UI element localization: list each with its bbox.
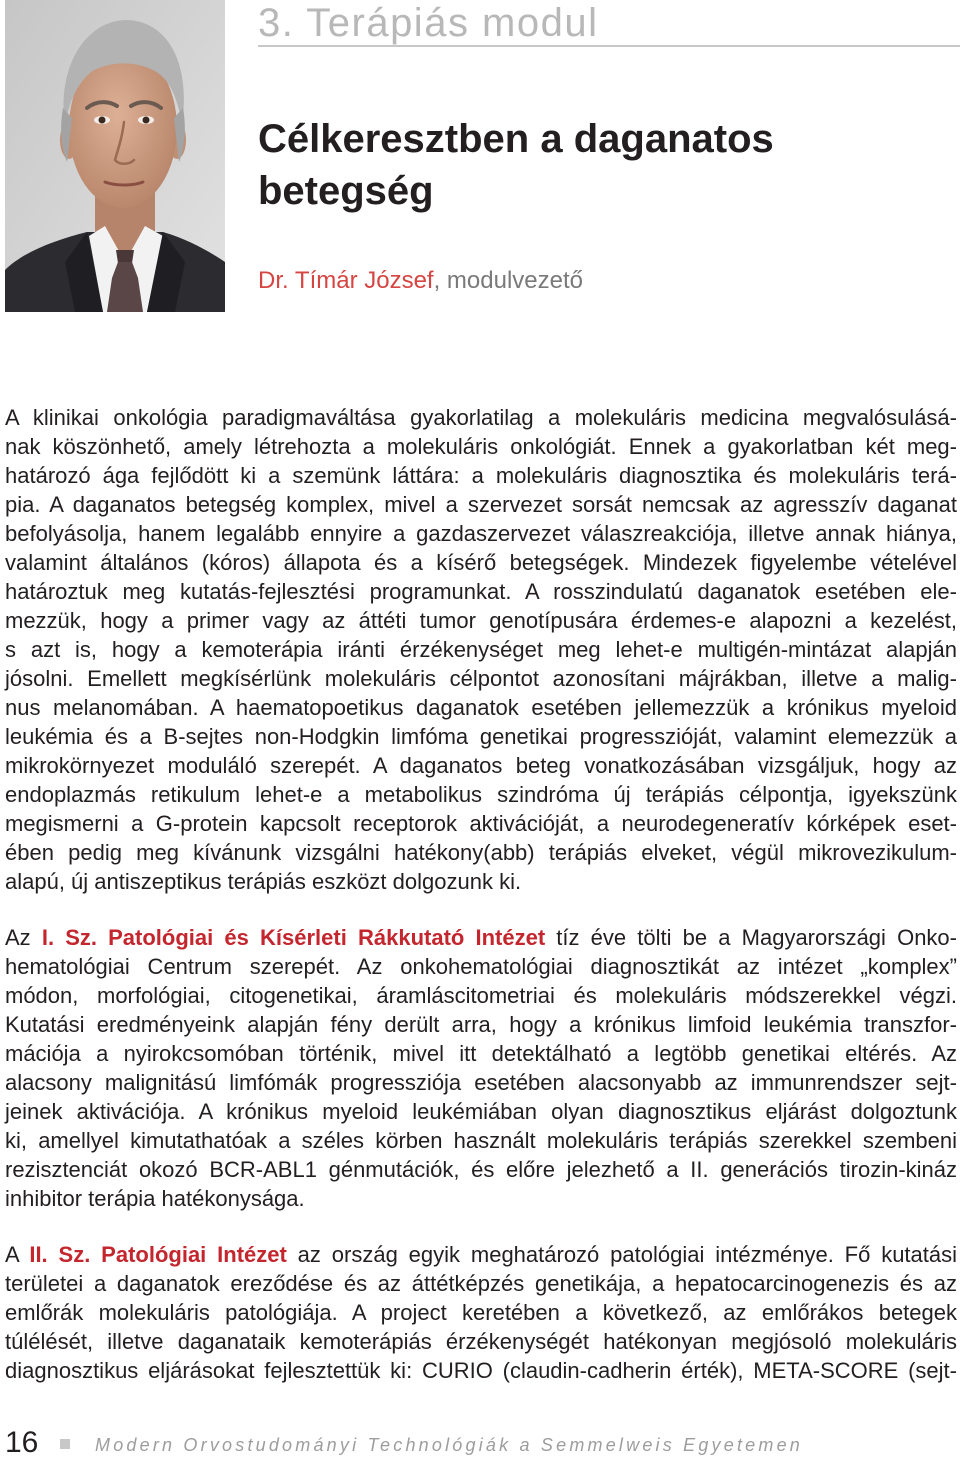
text-line: mációja a nyirokcsomóban történik, mivel itt detektálható a legtöbb genetikai eltérés. Az (5, 1041, 957, 1066)
text-line (5, 923, 957, 952)
text-line: endoplazmás retikulum lehet-e a metabolikus szindróma új terápiás célpontja, igyekszünk (5, 782, 957, 807)
text-line: ki, amellyel kimutathatóak a széles körben használt molekuláris terápiás szerekkel szembeni (5, 1128, 957, 1153)
text-segment: tíz éve tölti be a Magyarországi Onko- (545, 925, 957, 950)
article-title-line: Célkeresztben a daganatos (258, 117, 774, 161)
paragraph-intro (5, 403, 957, 896)
text-line: inhibitor terápia hatékonysága. (5, 1186, 305, 1211)
text-line: területei a daganatok ereződése és az áttétképzés genetikája, a hepatocarcinogenezis és az (5, 1271, 957, 1296)
author-role: , modulvezető (433, 267, 584, 294)
text-line: s azt is, hogy a kemoterápia iránti érzékenységet meg lehet-e multigén-mintázat alapján (5, 637, 957, 662)
text-line: nak köszönhető, amely létrehozta a molekuláris onkológiát. Ennek a gyakorlatban két meg- (5, 434, 957, 459)
eye-right (143, 117, 150, 124)
text-line: hematológiai Centrum szerepét. Az onkohematológiai diagnosztikát az intézet „komplex” (5, 954, 957, 979)
footer-square-bullet (60, 1439, 70, 1449)
section-divider (258, 45, 960, 47)
text-line: diagnosztikus eljárásokat fejlesztettük ki: CURIO (claudin-cadherin érték), META-SCORE (sejt- (5, 1358, 957, 1383)
text-line: túlélését, illetve daganataik kemoterápiás érzékenységét hatékonyan megjósoló molekuláris (5, 1329, 957, 1354)
institute-name-highlight: II. Sz. Patológiai Intézet (29, 1242, 287, 1267)
paragraph-institute-1 (5, 923, 957, 1213)
eye-left (99, 117, 106, 124)
paragraph-institute-2 (5, 1240, 957, 1385)
text-line: befolyásolja, hanem legalább ennyire a gazdaszervezet válaszreakciója, illetve annak hiánya, (5, 521, 957, 546)
text-segment: Az (5, 925, 42, 950)
text-line: alacsony malignitású limfómák progressziója esetében alacsonyabb az immunrendszer sejt- (5, 1070, 957, 1095)
author-name: Dr. Tímár József (258, 267, 434, 294)
text-line: módon, morfológiai, citogenetikai, áramláscitometriai és molekuláris módszerekkel végzi. (5, 983, 957, 1008)
author-line (258, 266, 583, 296)
page-number: 16 (5, 1426, 39, 1459)
text-line: határoztuk meg kutatás-fejlesztési programunkat. A rosszindulatú daganatok esetében ele- (5, 579, 957, 604)
text-line: A klinikai onkológia paradigmaváltása gyakorlatilag a molekuláris medicina megvalósulásá- (5, 405, 957, 430)
article-title (258, 113, 774, 217)
text-line: mezzük, hogy a primer vagy az áttéti tumor genotípusára érdemes-e alapozni a kezelést, (5, 608, 957, 633)
text-line: ében pedig meg kívánunk vizsgálni hatékony(abb) terápiás elveket, végül mikrovezikulum- (5, 840, 957, 865)
section-heading: 3. Terápiás modul (258, 1, 599, 45)
author-portrait-photo (5, 0, 225, 312)
text-line: alapú, új antiszeptikus terápiás eszközt dolgozunk ki. (5, 869, 522, 894)
tie-knot (116, 250, 134, 263)
publication-title: Modern Orvostudományi Technológiák a Semmelweis Egyetemen (95, 1435, 803, 1455)
text-line: megismerni a G-protein kapcsolt receptorok aktivációját, a neurodegeneratív kórképek eset- (5, 811, 957, 836)
text-segment: az ország egyik meghatározó patológiai intézménye. Fő kutatási (286, 1242, 958, 1267)
text-line: Kutatási eredményeink alapján fény derült arra, hogy a krónikus limfoid leukémia transzfor- (5, 1012, 957, 1037)
text-line: mikrokörnyezet moduláló szerepét. A daganatos beteg vonatkozásában vizsgáljuk, hogy az (5, 753, 957, 778)
article-title-line: betegség (258, 169, 434, 213)
text-line: jeinek aktivációja. A krónikus myeloid leukémiában olyan diagnosztikus eljárást dolgoztunk (5, 1099, 957, 1124)
institute-name-highlight: I. Sz. Patológiai és Kísérleti Rákkutató Intézet (41, 925, 546, 950)
text-line: határozó ága fejlődött ki a szemünk láttára: a molekuláris diagnosztika és molekuláris terá- (5, 463, 957, 488)
text-line: valamint általános (kóros) állapota és a kísérő betegségek. Mindezek figyelembe vételével (5, 550, 957, 575)
text-line: jósolni. Emellett megkísérlünk molekuláris célpontot azonosítani májrákban, illetve a malig- (5, 666, 957, 691)
text-line: rezisztenciát okozó BCR-ABL1 génmutációk, és előre jelezhető a II. generációs tirozin-kináz (5, 1157, 957, 1182)
text-line: leukémia és a B-sejtes non-Hodgkin limfóma genetikai progresszióját, valamint elemezzük a (5, 724, 957, 749)
text-line: nus melanomában. A haematopoetikus daganatok esetében jellemezzük a krónikus myeloid (5, 695, 957, 720)
text-line: pia. A daganatos betegség komplex, mivel a szervezet sorsát nemcsak az agresszív daganat (5, 492, 957, 517)
text-line: emlőrák molekuláris patológiája. A project keretében a következő, az emlőrákos betegek (5, 1300, 957, 1325)
text-line (5, 1240, 957, 1269)
text-segment: A (5, 1242, 30, 1267)
